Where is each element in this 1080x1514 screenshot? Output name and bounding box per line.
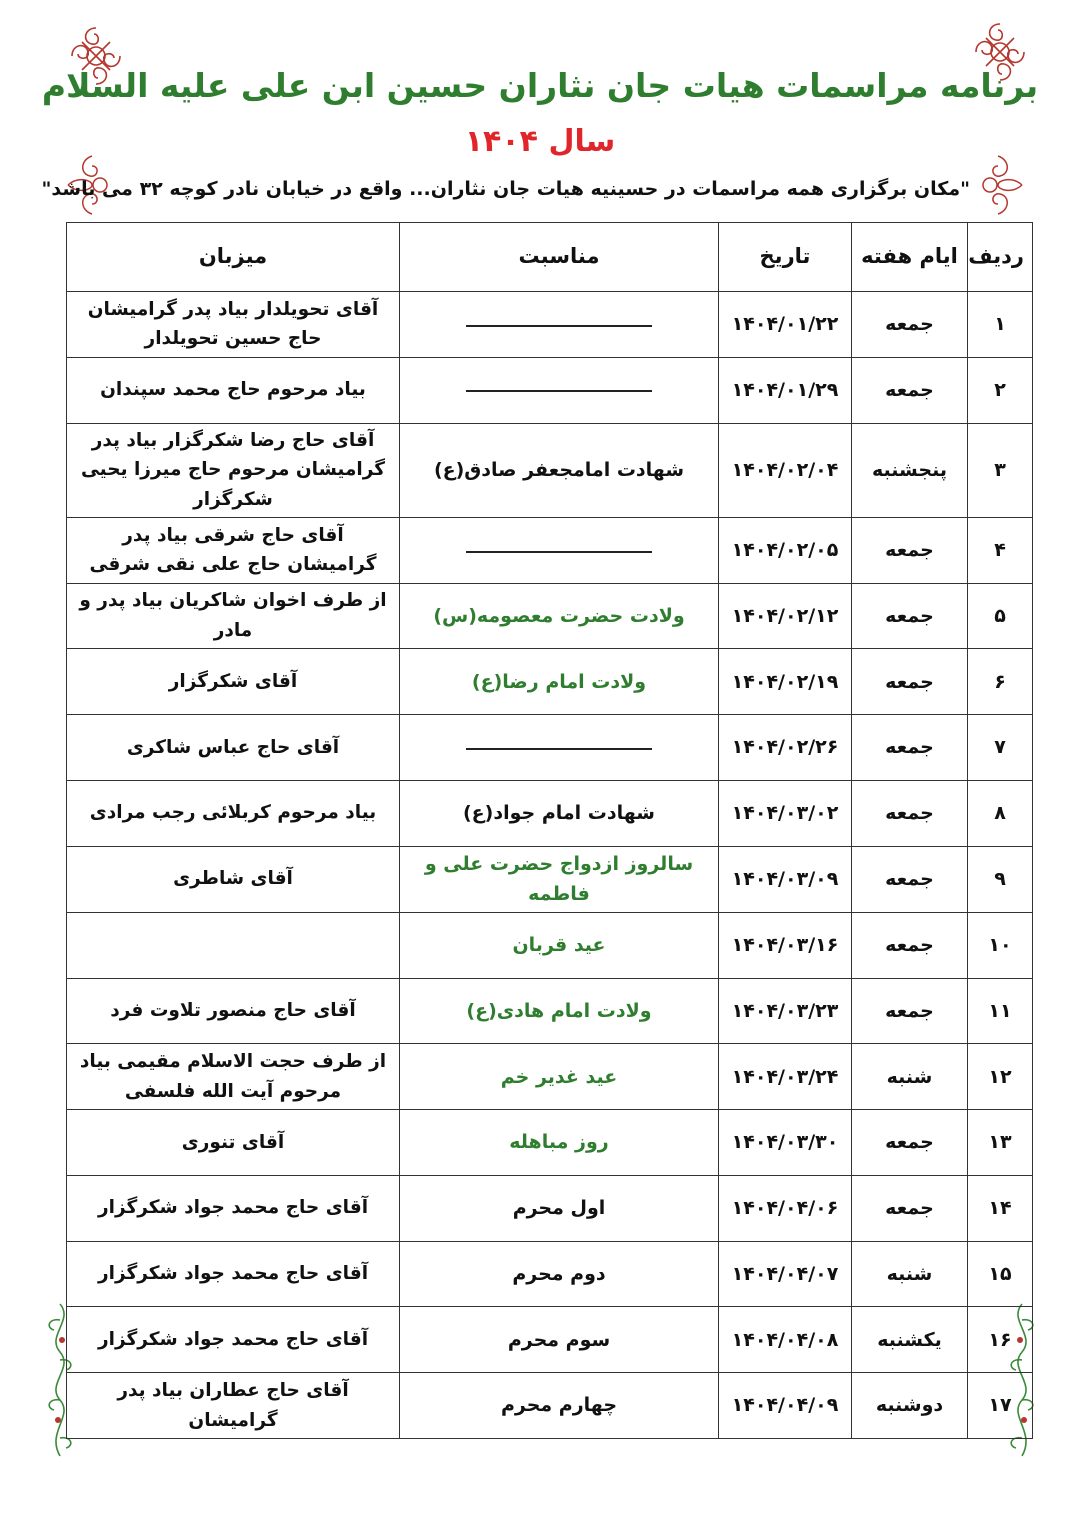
row-number-cell: ۱۵	[968, 1241, 1033, 1307]
table-row	[67, 912, 1033, 978]
year-label: سال ۱۴۰۴	[464, 124, 616, 159]
date-cell: ۱۴۰۴/۰۱/۲۹	[719, 357, 852, 423]
date-cell: ۱۴۰۴/۰۳/۰۹	[719, 846, 852, 912]
row-number-cell: ۱۴	[968, 1175, 1033, 1241]
occasion-cell	[400, 357, 719, 423]
weekday-cell: جمعه	[852, 357, 968, 423]
host-cell: آقای حاج محمد جواد شکرگزار	[67, 1175, 400, 1241]
table-row	[67, 846, 1033, 912]
row-number-cell: ۱۲	[968, 1044, 1033, 1110]
occasion-cell	[400, 292, 719, 358]
host-cell: از طرف حجت الاسلام مقیمی بیاد مرحوم آیت الله فلسفی	[67, 1044, 400, 1110]
empty-occasion-line	[466, 388, 652, 392]
date-cell: ۱۴۰۴/۰۳/۲۳	[719, 978, 852, 1044]
date-cell: ۱۴۰۴/۰۳/۳۰	[719, 1110, 852, 1176]
table-row	[67, 715, 1033, 781]
row-number-cell: ۷	[968, 715, 1033, 781]
header-row-number: ردیف	[968, 223, 1033, 292]
weekday-cell: شنبه	[852, 1044, 968, 1110]
date-cell: ۱۴۰۴/۰۴/۰۷	[719, 1241, 852, 1307]
weekday-cell: جمعه	[852, 912, 968, 978]
host-cell: از طرف اخوان شاکریان بیاد پدر و مادر	[67, 583, 400, 649]
table-row	[67, 649, 1033, 715]
table-row	[67, 423, 1033, 517]
table-row	[67, 978, 1033, 1044]
host-cell: آقای شاطری	[67, 846, 400, 912]
host-cell: آقای حاج منصور تلاوت فرد	[67, 978, 400, 1044]
empty-occasion-line	[466, 549, 652, 553]
weekday-cell: پنجشنبه	[852, 423, 968, 517]
ornament-mid-right-icon	[968, 152, 1028, 218]
table-row	[67, 780, 1033, 846]
occasion-cell: ولادت امام هادی(ع)	[400, 978, 719, 1044]
date-cell: ۱۴۰۴/۰۲/۱۹	[719, 649, 852, 715]
row-number-cell: ۱۳	[968, 1110, 1033, 1176]
weekday-cell: جمعه	[852, 978, 968, 1044]
table-row	[67, 1307, 1033, 1373]
date-cell: ۱۴۰۴/۰۴/۰۶	[719, 1175, 852, 1241]
occasion-cell: ولادت حضرت معصومه(س)	[400, 583, 719, 649]
occasion-cell: روز مباهله	[400, 1110, 719, 1176]
occasion-cell: دوم محرم	[400, 1241, 719, 1307]
weekday-cell: جمعه	[852, 649, 968, 715]
table-row	[67, 583, 1033, 649]
occasion-cell: سوم محرم	[400, 1307, 719, 1373]
empty-occasion-line	[466, 746, 652, 750]
weekday-cell: جمعه	[852, 780, 968, 846]
weekday-cell: جمعه	[852, 517, 968, 583]
header-occasion: مناسبت	[400, 223, 719, 292]
weekday-cell: یکشنبه	[852, 1307, 968, 1373]
host-cell	[67, 912, 400, 978]
row-number-cell: ۹	[968, 846, 1033, 912]
weekday-cell: جمعه	[852, 715, 968, 781]
date-cell: ۱۴۰۴/۰۲/۲۶	[719, 715, 852, 781]
host-cell: آقای حاج عطاران بیاد پدر گرامیشان	[67, 1373, 400, 1439]
date-cell: ۱۴۰۴/۰۳/۲۴	[719, 1044, 852, 1110]
row-number-cell: ۸	[968, 780, 1033, 846]
weekday-cell: جمعه	[852, 1175, 968, 1241]
host-cell: آقای حاج رضا شکرگزار بیاد پدر گرامیشان مرحوم حاج میرزا یحیی شکرگزار	[67, 423, 400, 517]
row-number-cell: ۲	[968, 357, 1033, 423]
occasion-cell	[400, 517, 719, 583]
date-cell: ۱۴۰۴/۰۳/۱۶	[719, 912, 852, 978]
ceremony-schedule-table	[66, 222, 1033, 1439]
date-cell: ۱۴۰۴/۰۱/۲۲	[719, 292, 852, 358]
page-title: برنامه مراسمات هیات جان نثاران حسین ابن علی علیه السلام	[41, 66, 1039, 105]
occasion-cell: سالروز ازدواج حضرت علی و فاطمه	[400, 846, 719, 912]
weekday-cell: جمعه	[852, 292, 968, 358]
date-cell: ۱۴۰۴/۰۲/۱۲	[719, 583, 852, 649]
host-cell: آقای حاج شرقی بیاد پدر گرامیشان حاج علی نقی شرقی	[67, 517, 400, 583]
date-cell: ۱۴۰۴/۰۲/۰۴	[719, 423, 852, 517]
table-row	[67, 1110, 1033, 1176]
table-row	[67, 357, 1033, 423]
location-note: "مکان برگزاری همه مراسمات در حسینیه هیات جان نثاران... واقع در خیابان نادر کوچه ۳۲ می باشد"	[41, 178, 970, 200]
host-cell: آقای تنوری	[67, 1110, 400, 1176]
date-cell: ۱۴۰۴/۰۳/۰۲	[719, 780, 852, 846]
occasion-cell: عید غدیر خم	[400, 1044, 719, 1110]
header-host: میزبان	[67, 223, 400, 292]
weekday-cell: دوشنبه	[852, 1373, 968, 1439]
date-cell: ۱۴۰۴/۰۲/۰۵	[719, 517, 852, 583]
date-cell: ۱۴۰۴/۰۴/۰۹	[719, 1373, 852, 1439]
occasion-cell: چهارم محرم	[400, 1373, 719, 1439]
table-row	[67, 1044, 1033, 1110]
empty-occasion-line	[466, 323, 652, 327]
row-number-cell: ۱	[968, 292, 1033, 358]
occasion-cell	[400, 715, 719, 781]
table-row	[67, 1175, 1033, 1241]
weekday-cell: جمعه	[852, 846, 968, 912]
host-cell: آقای شکرگزار	[67, 649, 400, 715]
occasion-cell: شهادت امام جواد(ع)	[400, 780, 719, 846]
table-row	[67, 1373, 1033, 1439]
host-cell: آقای حاج عباس شاکری	[67, 715, 400, 781]
occasion-cell: ولادت امام رضا(ع)	[400, 649, 719, 715]
host-cell: بیاد مرحوم حاج محمد سپندان	[67, 357, 400, 423]
weekday-cell: جمعه	[852, 583, 968, 649]
table-row	[67, 517, 1033, 583]
row-number-cell: ۳	[968, 423, 1033, 517]
row-number-cell: ۵	[968, 583, 1033, 649]
header-date: تاریخ	[719, 223, 852, 292]
row-number-cell: ۱۶	[968, 1307, 1033, 1373]
occasion-cell: شهادت امامجعفر صادق(ع)	[400, 423, 719, 517]
host-cell: آقای حاج محمد جواد شکرگزار	[67, 1307, 400, 1373]
table-row	[67, 1241, 1033, 1307]
host-cell: آقای حاج محمد جواد شکرگزار	[67, 1241, 400, 1307]
occasion-cell: عید قربان	[400, 912, 719, 978]
occasion-cell: اول محرم	[400, 1175, 719, 1241]
date-cell: ۱۴۰۴/۰۴/۰۸	[719, 1307, 852, 1373]
weekday-cell: جمعه	[852, 1110, 968, 1176]
header-weekday: ایام هفته	[852, 223, 968, 292]
row-number-cell: ۴	[968, 517, 1033, 583]
table-row	[67, 292, 1033, 358]
row-number-cell: ۶	[968, 649, 1033, 715]
table-header-row	[67, 223, 1033, 292]
row-number-cell: ۱۰	[968, 912, 1033, 978]
row-number-cell: ۱۷	[968, 1373, 1033, 1439]
host-cell: آقای تحویلدار بیاد پدر گرامیشان حاج حسین تحویلدار	[67, 292, 400, 358]
row-number-cell: ۱۱	[968, 978, 1033, 1044]
weekday-cell: شنبه	[852, 1241, 968, 1307]
host-cell: بیاد مرحوم کربلائی رجب مرادی	[67, 780, 400, 846]
